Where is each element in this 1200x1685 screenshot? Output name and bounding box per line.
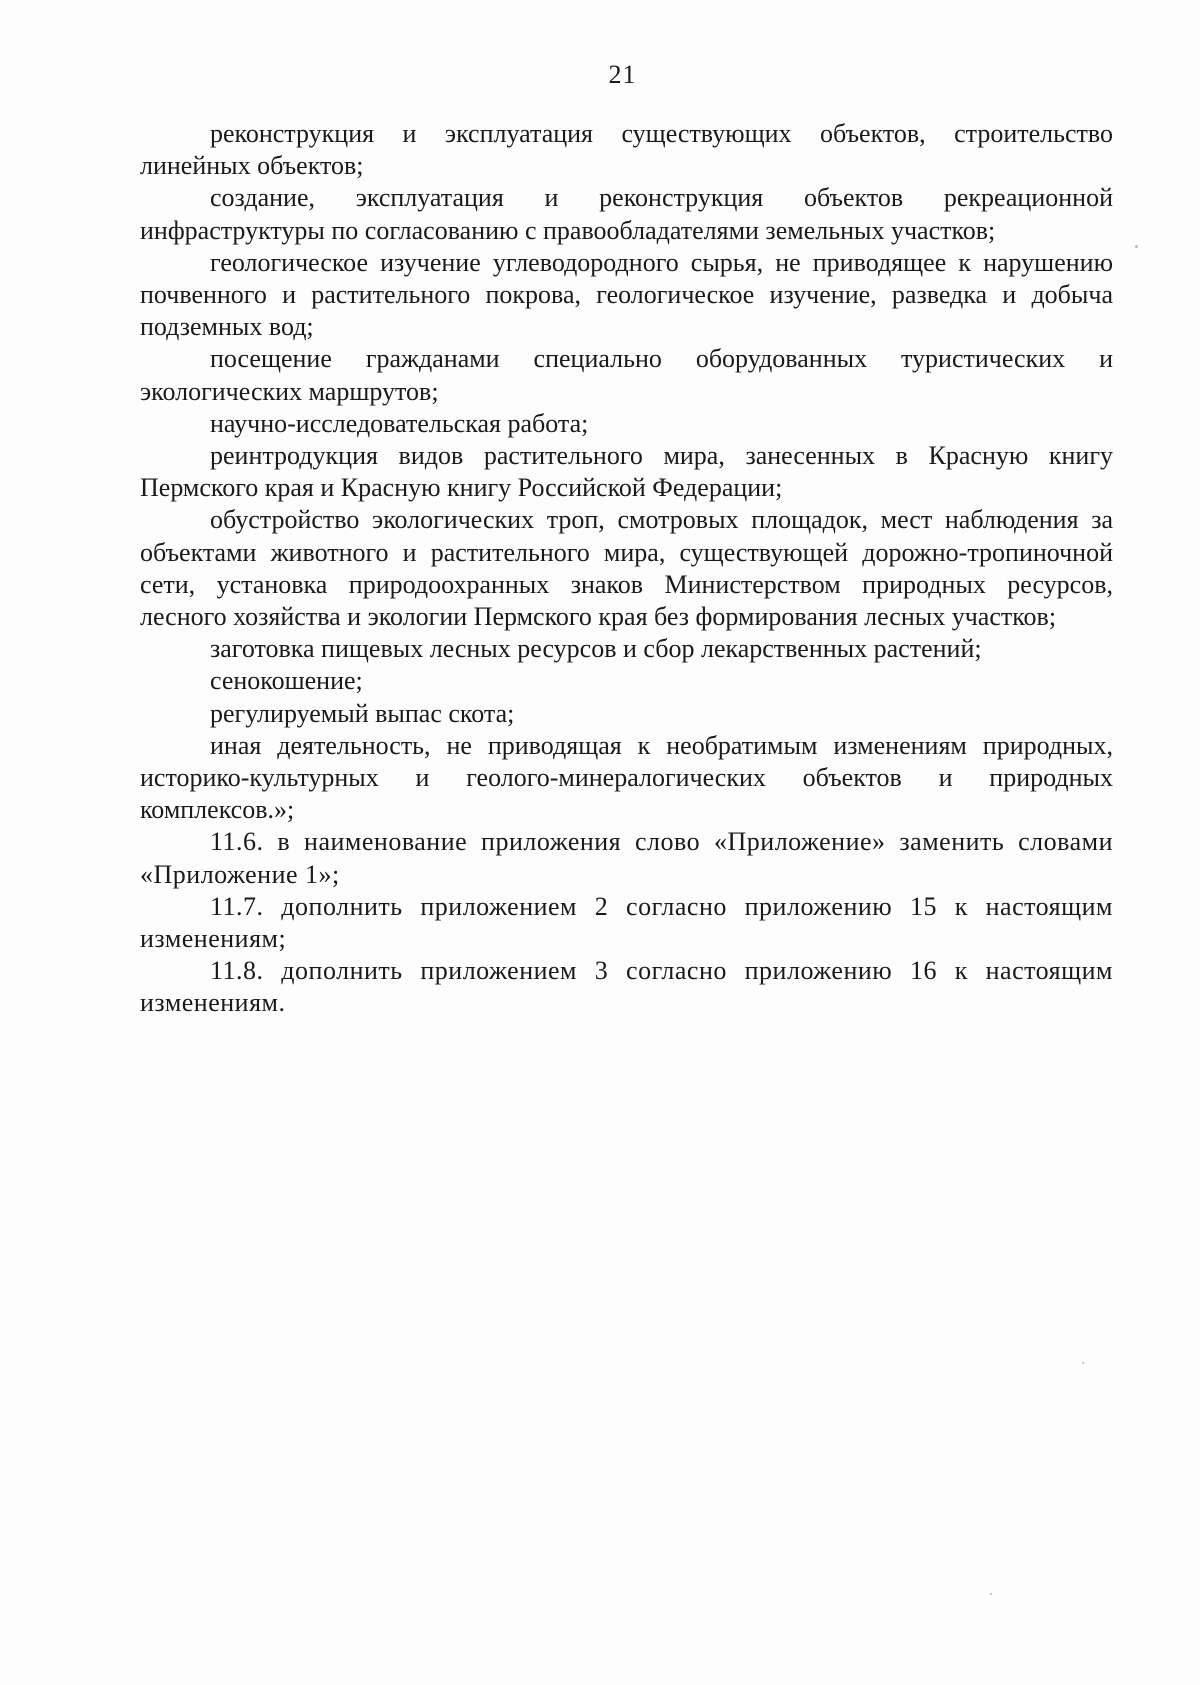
paragraph-grazing: регулируемый выпас скота; — [210, 698, 515, 728]
document-body — [140, 118, 1113, 1020]
paragraph-item-11-8: 11.8. дополнить приложением 3 согласно приложению 16 к настоящим изменениям. — [140, 956, 1113, 1018]
paragraph-forest-resources: заготовка пищевых лесных ресурсов и сбор лекарственных растений; — [210, 634, 982, 664]
scan-speck — [990, 1593, 992, 1595]
paragraph-tourist-routes: посещение гражданами специально оборудованных туристических и экологических маршрутов; — [140, 344, 1113, 406]
scan-speck — [1135, 245, 1138, 248]
paragraph-haymaking: сенокошение; — [210, 666, 363, 696]
paragraph-reconstruction: реконструкция и эксплуатация существующих объектов, строительство линейных объектов; — [140, 119, 1113, 181]
paragraph-recreation-infrastructure: создание, эксплуатация и реконструкция объектов рекреационной инфраструктуры по согласованию с правообладателями земельных участков; — [140, 183, 1113, 245]
scan-speck — [1082, 1362, 1084, 1364]
paragraph-reintroduction: реинтродукция видов растительного мира, занесенных в Красную книгу Пермского края и Красную книгу Российской Федерации; — [140, 441, 1113, 503]
paragraph-geological-study: геологическое изучение углеводородного сырья, не приводящее к нарушению почвенного и растительного покрова, геологическое изучение, разведка и добыча подземных вод; — [140, 247, 1113, 342]
paragraph-ecological-trails: обустройство экологических троп, смотровых площадок, мест наблюдения за объектами животного и растительного мира, существующей дорожно-тропиночной сети, установка природоохранных знаков Министерством природных ресурсов, лесного хозяйства и экологии Пермского края без формирования лесных участков; — [140, 505, 1113, 632]
paragraph-item-11-6: 11.6. в наименование приложения слово «Приложение» заменить словами «Приложение 1»; — [140, 827, 1113, 889]
paragraph-item-11-7: 11.7. дополнить приложением 2 согласно приложению 15 к настоящим изменениям; — [140, 891, 1113, 954]
page-number: 21 — [608, 60, 637, 89]
paragraph-research-work: научно-исследовательская работа; — [210, 408, 589, 438]
paragraph-other-activity: иная деятельность, не приводящая к необратимым изменениям природных, историко-культурных и геолого-минералогических объектов и природных комплексов.»; — [140, 730, 1113, 825]
